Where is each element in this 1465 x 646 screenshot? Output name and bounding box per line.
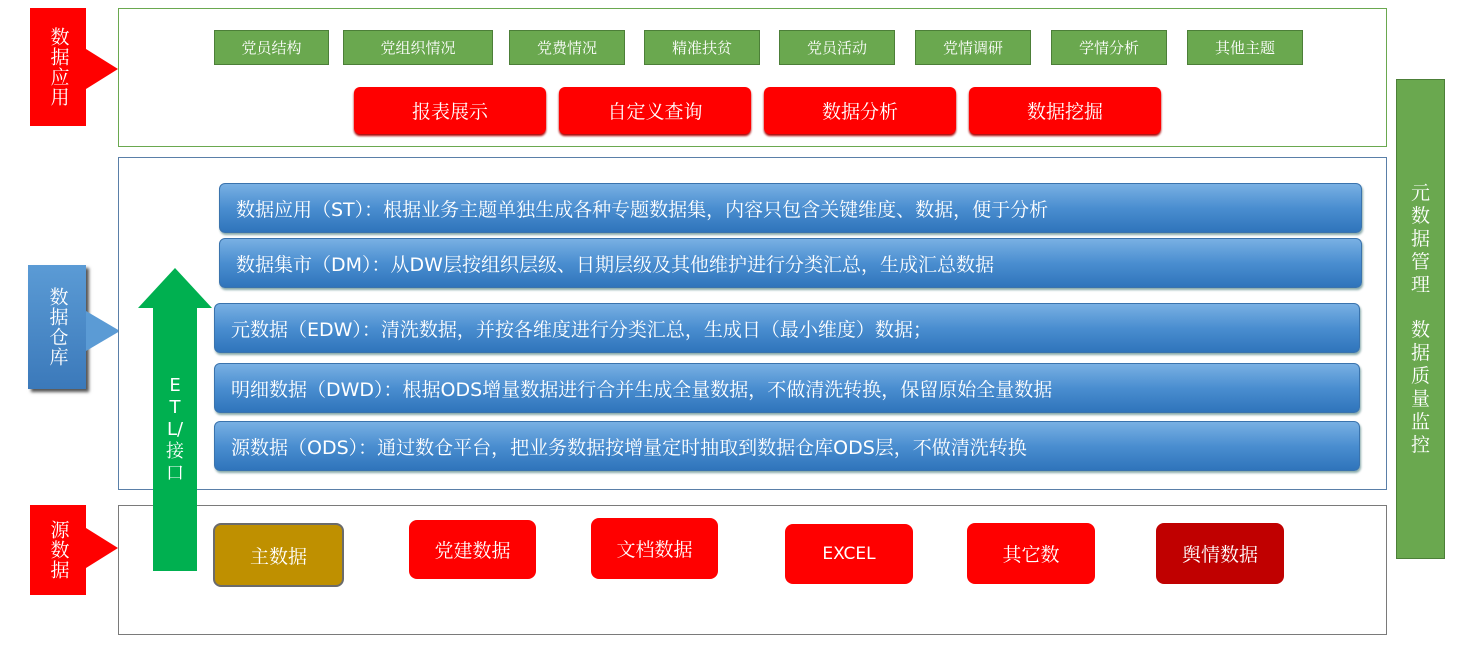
theme-tag[interactable]: 学情分析 [1051, 30, 1167, 65]
theme-tag[interactable]: 党费情况 [509, 30, 625, 65]
data-quality-monitor-label: 数据质量监控 [1410, 318, 1430, 456]
source-item[interactable]: 党建数据 [409, 520, 536, 579]
function-button[interactable]: 数据挖掘 [969, 87, 1161, 134]
arrow-right-icon [86, 528, 118, 568]
etl-arrow-up-icon [138, 268, 212, 308]
source-item[interactable]: 文档数据 [591, 518, 718, 579]
warehouse-layer: 元数据（EDW）：清洗数据，并按各维度进行分类汇总，生成日（最小维度）数据； [214, 303, 1360, 353]
warehouse-layer: 数据集市（DM）：从DW层按组织层级、日期层级及其他维护进行分类汇总，生成汇总数据 [219, 238, 1362, 288]
function-button[interactable]: 数据分析 [764, 87, 956, 134]
theme-tag[interactable]: 党员结构 [214, 30, 329, 65]
label-data-application: 数据应用 [30, 8, 86, 126]
theme-tag[interactable]: 党员活动 [779, 30, 895, 65]
source-item[interactable]: 舆情数据 [1156, 523, 1284, 584]
theme-tag[interactable]: 党情调研 [915, 30, 1031, 65]
function-button[interactable]: 报表展示 [354, 87, 546, 134]
label-data-warehouse: 数据仓库 [28, 265, 86, 389]
etl-label-text: ETL/接口 [166, 375, 184, 484]
source-item[interactable]: EXCEL [785, 524, 913, 584]
metadata-management-label: 元数据管理 [1410, 181, 1430, 296]
metadata-quality-bar [1396, 79, 1445, 559]
application-panel [118, 8, 1387, 147]
label-source-data: 源数据 [30, 505, 86, 595]
arrow-right-icon [86, 49, 118, 89]
theme-tag[interactable]: 党组织情况 [343, 30, 493, 65]
theme-tag[interactable]: 精准扶贫 [644, 30, 760, 65]
etl-label [153, 350, 197, 510]
warehouse-layer: 明细数据（DWD）：根据ODS增量数据进行合并生成全量数据，不做清洗转换，保留原始全量数据 [214, 363, 1360, 413]
arrow-right-icon [86, 311, 120, 351]
warehouse-layer: 数据应用（ST）：根据业务主题单独生成各种专题数据集，内容只包含关键维度、数据，便于分析 [219, 183, 1362, 233]
theme-tag[interactable]: 其他主题 [1187, 30, 1303, 65]
source-item[interactable]: 主数据 [213, 523, 344, 587]
arrow-right-icon [84, 58, 90, 80]
function-button[interactable]: 自定义查询 [559, 87, 751, 134]
warehouse-layer: 源数据（ODS）：通过数仓平台，把业务数据按增量定时抽取到数据仓库ODS层，不做清洗转换 [214, 421, 1360, 471]
source-item[interactable]: 其它数 [967, 523, 1095, 584]
